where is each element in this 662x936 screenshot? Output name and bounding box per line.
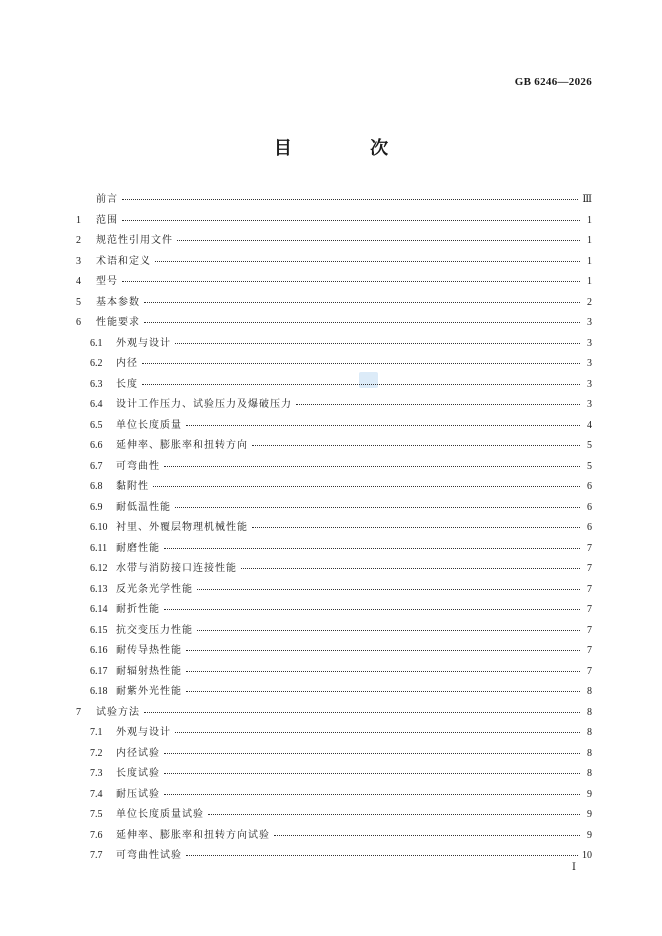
toc-entry-page: 9: [587, 829, 592, 841]
page-number: Ⅰ: [572, 862, 576, 873]
toc-dot-leader: [164, 743, 580, 754]
toc-entry-title: 耐磨性能: [116, 542, 160, 554]
toc-entry-title: 长度试验: [116, 768, 160, 779]
toc-entry-number: 6.18: [90, 686, 108, 697]
toc-entry-page: 8: [587, 768, 592, 779]
toc-entry-title: 耐辐射热性能: [116, 665, 182, 677]
toc-entry[interactable]: [76, 190, 592, 211]
toc-entry-number: 6: [76, 317, 81, 328]
toc-entry-number: 6.7: [90, 460, 103, 472]
toc-entry-number: 7.6: [90, 829, 103, 841]
toc-entry[interactable]: [76, 744, 592, 765]
toc-entry[interactable]: [76, 682, 592, 703]
toc-dot-leader: [164, 599, 580, 610]
toc-entry[interactable]: [76, 395, 592, 416]
toc-entry-number: 6.14: [90, 604, 108, 615]
toc-entry[interactable]: [76, 313, 592, 334]
toc-entry-number: 6.5: [90, 419, 103, 431]
toc-entry[interactable]: [76, 272, 592, 293]
toc-entry-page: 7: [587, 624, 592, 636]
toc-dot-leader: [177, 230, 580, 241]
toc-entry-title: 衬里、外覆层物理机械性能: [116, 522, 248, 533]
toc-entry-number: 7.5: [90, 809, 103, 820]
toc-entry[interactable]: [76, 805, 592, 826]
toc-dot-leader: [175, 333, 580, 344]
toc-entry-title: 外观与设计: [116, 337, 171, 349]
toc-entry-page: 10: [582, 850, 592, 861]
toc-entry-title: 耐紫外光性能: [116, 686, 182, 697]
toc-dot-leader: [142, 374, 580, 385]
toc-dot-leader: [241, 558, 580, 569]
toc-entry[interactable]: [76, 846, 592, 867]
toc-entry-title: 单位长度质量试验: [116, 809, 204, 820]
toc-entry-title: 耐折性能: [116, 604, 160, 615]
toc-entry-number: 6.3: [90, 378, 103, 390]
toc-entry-page: 3: [587, 399, 592, 410]
toc-entry-title: 单位长度质量: [116, 419, 182, 431]
toc-entry-page: 1: [587, 214, 592, 226]
toc-dot-leader: [164, 456, 580, 467]
toc-dot-leader: [186, 845, 578, 856]
toc-entry[interactable]: [76, 580, 592, 601]
toc-dot-leader: [144, 702, 580, 713]
toc-entry-title: 术语和定义: [96, 255, 151, 267]
toc-entry-title: 试验方法: [96, 706, 140, 718]
toc-entry-page: 5: [587, 440, 592, 451]
toc-entry-title: 性能要求: [96, 317, 140, 328]
table-of-contents: [76, 190, 592, 867]
toc-entry-page: 2: [587, 296, 592, 308]
page-title: 目 次: [273, 138, 425, 159]
toc-entry-page: 1: [587, 255, 592, 267]
toc-entry[interactable]: [76, 518, 592, 539]
toc-entry-page: 1: [587, 235, 592, 246]
toc-entry-number: 6.13: [90, 583, 108, 595]
toc-entry-number: 6.2: [90, 358, 103, 369]
toc-dot-leader: [252, 435, 580, 446]
toc-entry[interactable]: [76, 293, 592, 314]
toc-entry-page: 7: [587, 604, 592, 615]
toc-entry[interactable]: [76, 662, 592, 683]
toc-dot-leader: [155, 251, 580, 262]
toc-entry[interactable]: [76, 723, 592, 744]
toc-entry[interactable]: [76, 252, 592, 273]
toc-entry-number: 6.4: [90, 399, 103, 410]
toc-entry-number: 6.16: [90, 645, 108, 656]
toc-dot-leader: [186, 661, 580, 672]
toc-entry-title: 规范性引用文件: [96, 235, 173, 246]
toc-entry-title: 抗交变压力性能: [116, 624, 193, 636]
toc-entry-page: 6: [587, 522, 592, 533]
toc-entry[interactable]: [76, 826, 592, 847]
toc-dot-leader: [144, 292, 580, 303]
toc-entry-number: 7.3: [90, 768, 103, 779]
toc-entry-page: 8: [587, 706, 592, 718]
toc-entry-title: 前言: [96, 194, 118, 205]
toc-entry-number: 6.8: [90, 481, 103, 492]
toc-entry-number: 5: [76, 296, 81, 308]
toc-dot-leader: [175, 722, 580, 733]
toc-entry-page: 3: [587, 378, 592, 390]
toc-entry-number: 6.9: [90, 501, 103, 513]
toc-entry-page: 3: [587, 337, 592, 349]
toc-entry-title: 外观与设计: [116, 727, 171, 738]
toc-entry-number: 6.17: [90, 665, 108, 677]
toc-entry-title: 型号: [96, 276, 118, 287]
toc-entry[interactable]: [76, 641, 592, 662]
toc-entry-title: 基本参数: [96, 296, 140, 308]
toc-dot-leader: [153, 476, 580, 487]
toc-entry-number: 7: [76, 706, 81, 718]
toc-entry[interactable]: [76, 211, 592, 232]
toc-entry-page: 4: [587, 419, 592, 431]
toc-entry-title: 耐传导热性能: [116, 645, 182, 656]
toc-entry-page: 5: [587, 460, 592, 472]
toc-dot-leader: [186, 415, 580, 426]
toc-entry-number: 7.7: [90, 850, 103, 861]
standard-code: GB 6246—2026: [514, 76, 592, 88]
toc-entry[interactable]: [76, 764, 592, 785]
toc-entry[interactable]: [76, 539, 592, 560]
toc-dot-leader: [197, 579, 580, 590]
toc-entry-number: 6.12: [90, 563, 108, 574]
toc-entry[interactable]: [76, 559, 592, 580]
toc-entry[interactable]: [76, 600, 592, 621]
toc-dot-leader: [197, 620, 580, 631]
toc-entry-page: 9: [587, 788, 592, 800]
toc-entry-page: Ⅲ: [582, 194, 592, 205]
toc-entry-title: 黏附性: [116, 481, 149, 492]
toc-entry[interactable]: [76, 354, 592, 375]
toc-entry-number: 6.11: [90, 542, 108, 554]
toc-entry[interactable]: [76, 621, 592, 642]
toc-entry-title: 反光条光学性能: [116, 583, 193, 595]
toc-dot-leader: [144, 312, 580, 323]
toc-entry-number: 7.4: [90, 788, 103, 800]
toc-entry-number: 6.6: [90, 440, 103, 451]
toc-dot-leader: [274, 825, 580, 836]
toc-entry-number: 3: [76, 255, 81, 267]
toc-entry-title: 可弯曲性试验: [116, 850, 182, 861]
toc-entry-page: 8: [587, 727, 592, 738]
toc-entry[interactable]: [76, 436, 592, 457]
toc-entry-title: 耐低温性能: [116, 501, 171, 513]
toc-entry-number: 4: [76, 276, 81, 287]
toc-dot-leader: [252, 517, 580, 528]
toc-entry[interactable]: [76, 785, 592, 806]
toc-entry-page: 7: [587, 542, 592, 554]
toc-entry-number: 6.1: [90, 337, 103, 349]
toc-entry-title: 内径试验: [116, 747, 160, 759]
toc-entry-page: 9: [587, 809, 592, 820]
toc-entry[interactable]: [76, 477, 592, 498]
toc-entry[interactable]: [76, 416, 592, 437]
toc-entry-page: 7: [587, 563, 592, 574]
toc-entry-title: 延伸率、膨胀率和扭转方向: [116, 440, 248, 451]
toc-entry-title: 设计工作压力、试验压力及爆破压力: [116, 399, 292, 410]
toc-entry-title: 延伸率、膨胀率和扭转方向试验: [116, 829, 270, 841]
toc-dot-leader: [208, 804, 580, 815]
toc-entry-title: 内径: [116, 358, 138, 369]
toc-entry-title: 可弯曲性: [116, 460, 160, 472]
toc-entry-page: 7: [587, 665, 592, 677]
toc-entry-number: 7.2: [90, 747, 103, 759]
toc-dot-leader: [175, 497, 580, 508]
toc-dot-leader: [122, 210, 580, 221]
toc-dot-leader: [186, 681, 580, 692]
toc-entry-page: 3: [587, 358, 592, 369]
toc-entry[interactable]: [76, 375, 592, 396]
toc-dot-leader: [186, 640, 580, 651]
toc-entry[interactable]: [76, 457, 592, 478]
toc-entry-number: 2: [76, 235, 81, 246]
toc-dot-leader: [164, 763, 580, 774]
toc-dot-leader: [142, 353, 580, 364]
toc-dot-leader: [296, 394, 580, 405]
toc-entry-page: 3: [587, 317, 592, 328]
toc-dot-leader: [164, 538, 580, 549]
toc-entry-title: 耐压试验: [116, 788, 160, 800]
toc-entry-page: 7: [587, 645, 592, 656]
toc-entry-number: 6.10: [90, 522, 108, 533]
toc-entry-page: 8: [587, 747, 592, 759]
toc-entry-page: 7: [587, 583, 592, 595]
toc-dot-leader: [164, 784, 580, 795]
toc-entry-page: 8: [587, 686, 592, 697]
toc-entry-title: 水带与消防接口连接性能: [116, 563, 237, 574]
toc-entry-number: 7.1: [90, 727, 103, 738]
toc-entry[interactable]: [76, 498, 592, 519]
toc-entry[interactable]: [76, 231, 592, 252]
toc-entry-number: 1: [76, 214, 81, 226]
toc-entry[interactable]: [76, 703, 592, 724]
toc-entry-title: 范围: [96, 214, 118, 226]
toc-entry-page: 6: [587, 481, 592, 492]
toc-entry[interactable]: [76, 334, 592, 355]
toc-entry-page: 6: [587, 501, 592, 513]
toc-entry-title: 长度: [116, 378, 138, 390]
toc-entry-number: 6.15: [90, 624, 108, 636]
toc-dot-leader: [122, 189, 578, 200]
toc-entry-page: 1: [587, 276, 592, 287]
toc-dot-leader: [122, 271, 580, 282]
